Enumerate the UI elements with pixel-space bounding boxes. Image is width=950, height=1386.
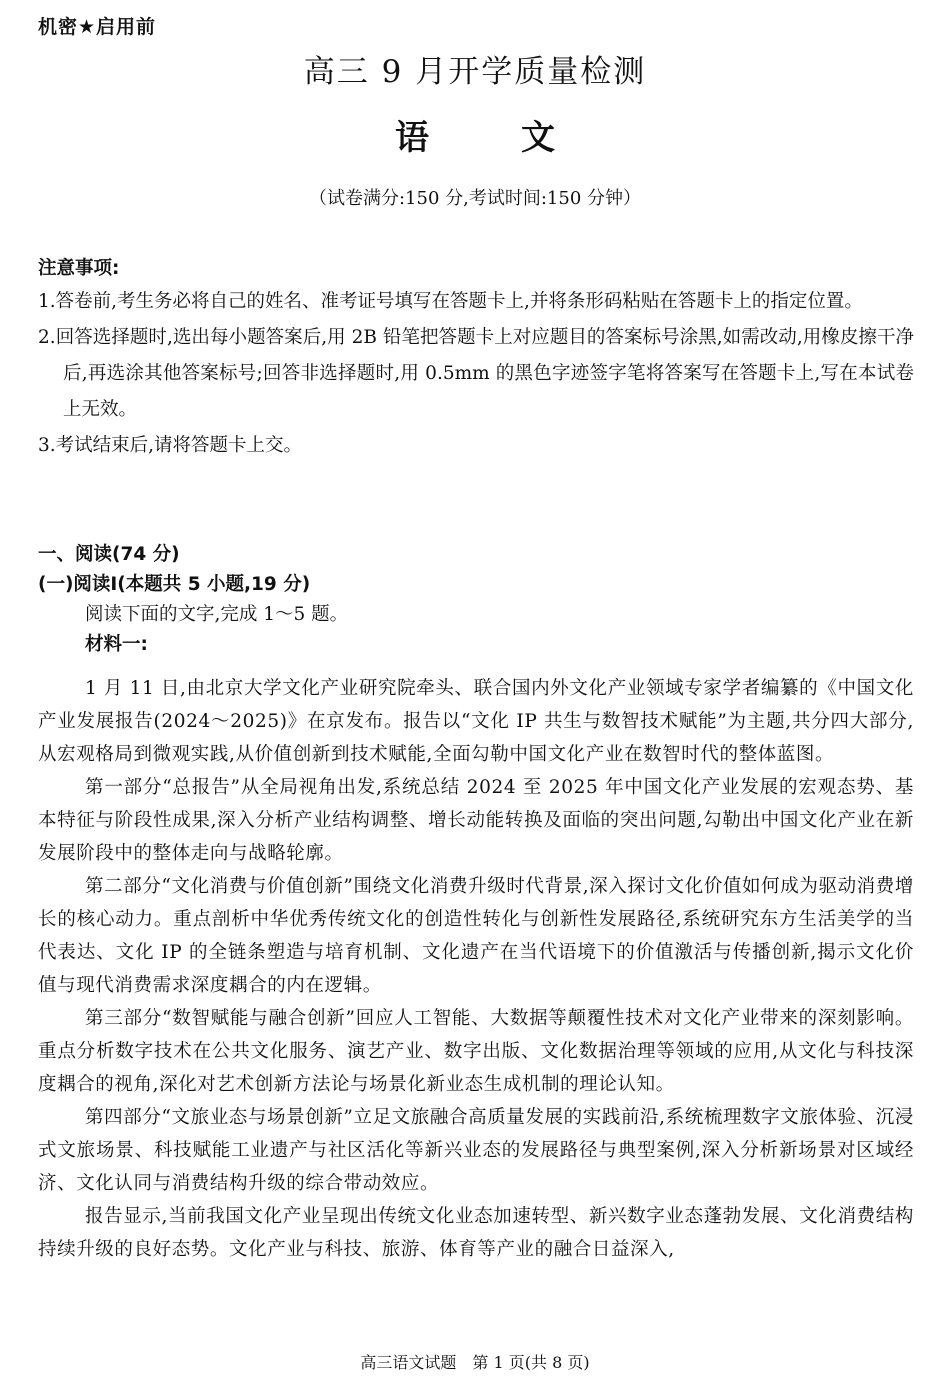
material-text <box>38 672 914 1266</box>
page-footer: 高三语文试题 第 1 页(共 8 页) <box>360 1353 590 1372</box>
notes-section <box>38 254 914 464</box>
notes-heading: 注意事项: <box>38 258 120 279</box>
confidential-label: 机密★启用前 <box>38 16 157 38</box>
part-heading: 一、阅读(74 分) <box>38 544 180 565</box>
note-item-1: 1.答卷前,考生务必将自己的姓名、准考证号填写在答题卡上,并将条形码粘贴在答题卡上的指定位置。 <box>38 291 863 312</box>
subject-title <box>0 110 950 159</box>
subject-char-1: 语 <box>395 118 429 158</box>
exam-meta: （试卷满分:150 分,考试时间:150 分钟） <box>308 188 641 209</box>
paragraph: 第一部分“总报告”从全局视角出发,系统总结 2024 至 2025 年中国文化产业发展的宏观态势、基本特征与阶段性成果,深入分析产业结构调整、增长动能转换及面临的突出问题,勾勒出中国文化产业在新发展阶段中的整体走向与战略轮廓。 <box>38 777 914 864</box>
subject-char-2: 文 <box>521 118 555 158</box>
note-item-3: 3.考试结束后,请将答题卡上交。 <box>38 435 303 456</box>
subpart-heading: (一)阅读Ⅰ(本题共 5 小题,19 分) <box>38 574 311 595</box>
reading-section <box>38 540 914 660</box>
paragraph: 报告显示,当前我国文化产业呈现出传统文化业态加速转型、新兴数字业态蓬勃发展、文化消费结构持续升级的良好态势。文化产业与科技、旅游、体育等产业的融合日益深入, <box>38 1206 914 1260</box>
paragraph: 第四部分“文旅业态与场景创新”立足文旅融合高质量发展的实践前沿,系统梳理数字文旅体验、沉浸式文旅场景、科技赋能工业遗产与社区活化等新兴业态的发展路径与典型案例,深入分析新场景对区域经济、文化认同与消费结构升级的综合带动效应。 <box>38 1107 914 1194</box>
material-label: 材料一: <box>85 634 148 655</box>
reading-instruction: 阅读下面的文字,完成 1～5 题。 <box>85 604 349 625</box>
paragraph: 第二部分“文化消费与价值创新”围绕文化消费升级时代背景,深入探讨文化价值如何成为驱动消费增长的核心动力。重点剖析中华优秀传统文化的创造性转化与创新性发展路径,系统研究东方生活美学的当代表达、文化 IP 的全链条塑造与培育机制、文化遗产在当代语境下的价值激活与传播创新,揭示文化价值与现代消费需求深度耦合的内在逻辑。 <box>38 876 914 996</box>
note-item-2: 2.回答选择题时,选出每小题答案后,用 2B 铅笔把答题卡上对应题目的答案标号涂黑,如需改动,用橡皮擦干净后,再选涂其他答案标号;回答非选择题时,用 0.5mm 的黑色字迹签字笔将答案写在答题卡上,写在本试卷上无效。 <box>38 327 914 420</box>
paragraph: 第三部分“数智赋能与融合创新”回应人工智能、大数据等颠覆性技术对文化产业带来的深刻影响。重点分析数字技术在公共文化服务、演艺产业、数字出版、文化数据治理等领域的应用,从文化与科技深度耦合的视角,深化对艺术创新方法论与场景化新业态生成机制的理论认知。 <box>38 1008 914 1095</box>
paragraph: 1 月 11 日,由北京大学文化产业研究院牵头、联合国内外文化产业领域专家学者编纂的《中国文化产业发展报告(2024～2025)》在京发布。报告以“文化 IP 共生与数智技术赋能”为主题,共分四大部分,从宏观格局到微观实践,从价值创新到技术赋能,全面勾勒中国文化产业在数智时代的整体蓝图。 <box>38 678 914 765</box>
exam-title: 高三 9 月开学质量检测 <box>303 54 647 90</box>
